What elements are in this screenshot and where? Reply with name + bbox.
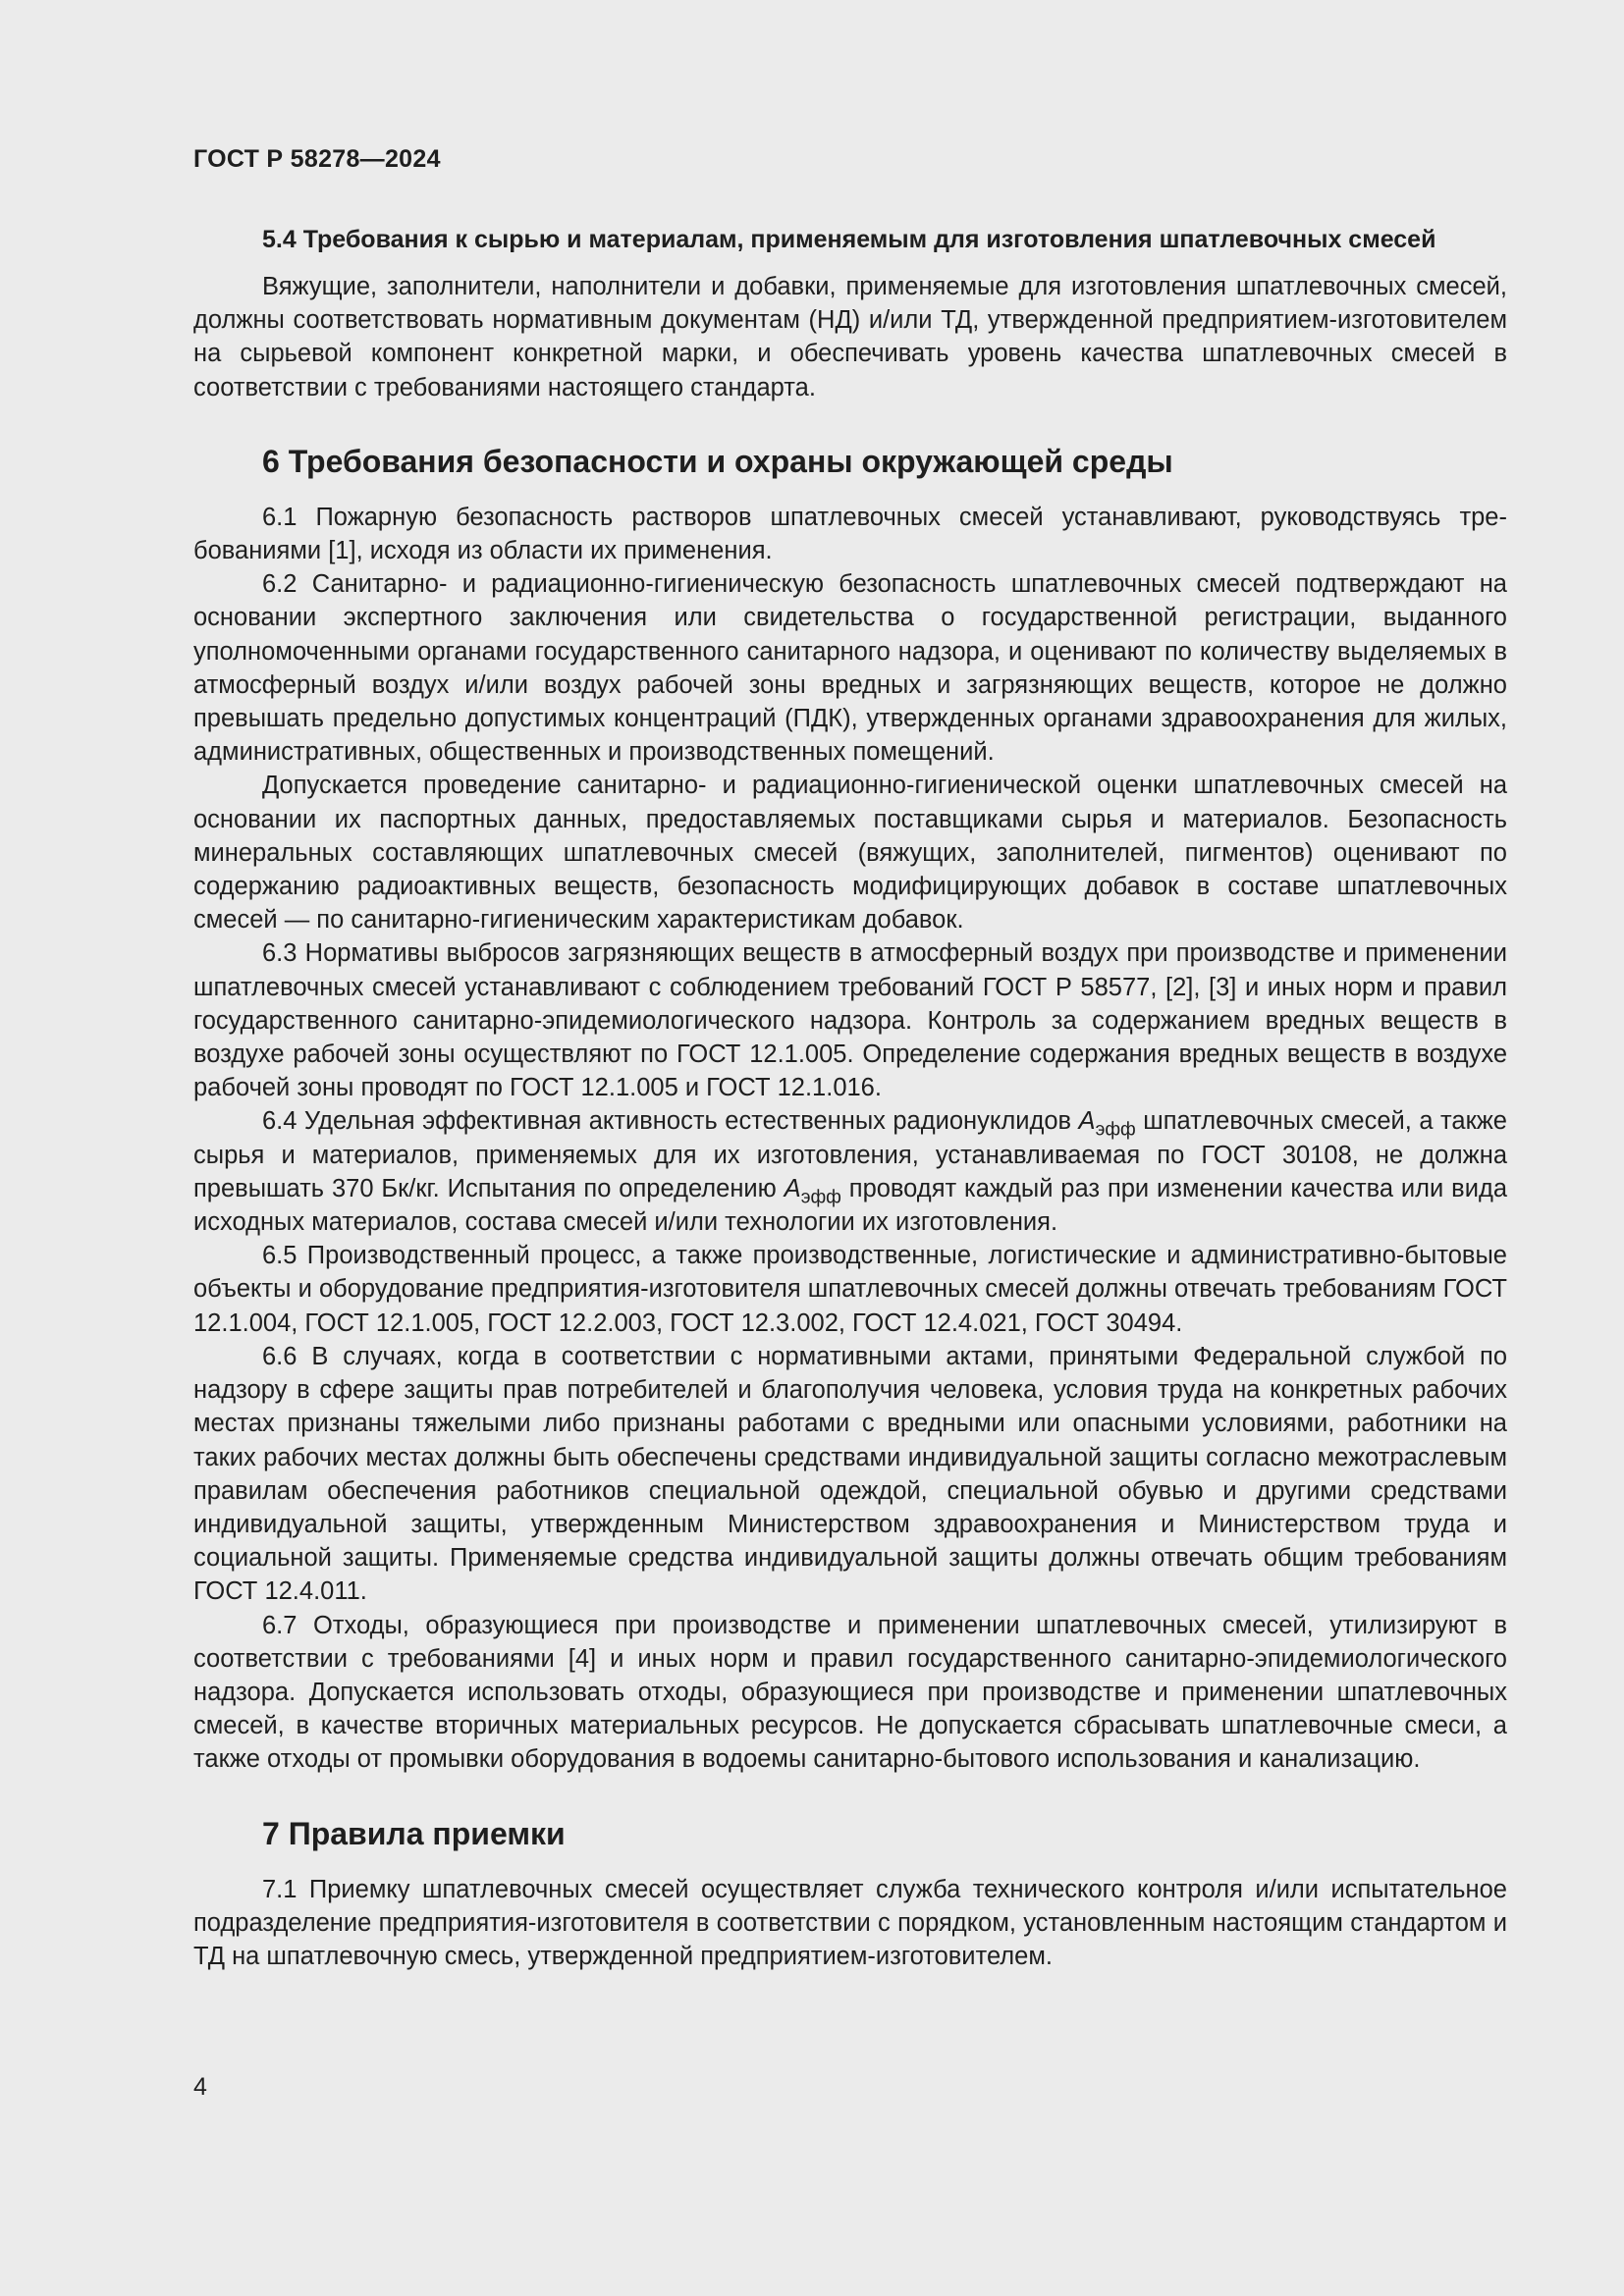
section-7-title: 7 Правила приемки	[262, 1815, 566, 1851]
subsection-5-4-title: 5.4 Требования к сырью и материалам, применяемым для изготовления шпатлевочных смесей	[262, 226, 1436, 253]
page-number: 4	[193, 2073, 207, 2101]
paragraph-6-4-part-c: проводят каждый раз при изменении качества или вида исходных материалов, состава смесей и/или технологии их изготовления.	[193, 1174, 1508, 1237]
paragraph-6-4-part-a: 6.4 Удельная эффективная активность естественных радионуклидов	[262, 1107, 1079, 1136]
paragraph-6-2: 6.2 Санитарно- и радиационно-гигиеническую безопасность шпатлевочных смесей подтверждают на основании экспертного заключения или свидетельства о государственной регистрации, выданного уполномоченными органами государственного санитарного надзора, и оценивают по количеству выделяемых в атмосферный воздух и/или воздух рабочей зоны вредных и загрязняющих веществ, которое не должно превышать предельно допустимых концентраций (ПДК), утвержденных органами здравоохранения для жилых, административных, общественных и производственных помещений.	[193, 570, 1507, 767]
paragraph-6-4-part-b: шпатлевочных смесей, а также сырья и материалов, применяемых для их изготовления, устанавливаемая по ГОСТ 30108, не должна превышать 370 Бк/кг. Испытания по определению	[193, 1107, 1507, 1202]
a-eff-subscript-2: эфф	[800, 1187, 841, 1208]
paragraph-6-5: 6.5 Производственный процесс, а также производственные, логистические и административно-бытовые объекты и оборудование предприятия-изготовителя шпатлевочных смесей должны отвечать требованиям ГОСТ 12.1.004, ГОСТ 12.1.005, ГОСТ 12.2.003, ГОСТ 12.3.002, ГОСТ 12.4.021, ГОСТ 30494.	[193, 1242, 1507, 1337]
a-eff-symbol: A	[1078, 1107, 1096, 1136]
paragraph-6-3: 6.3 Нормативы выбросов загрязняющих веществ в атмосферный воздух при производстве и применении шпатлевочных смесей устанавливают с соблюдением требований ГОСТ Р 58577, [2], [3] и иных норм и правил государственного санитарно-эпидемиологического надзора. Контроль за содержанием вредных веществ в воздухе рабочей зоны осуществляют по ГОСТ 12.1.005. Определение содержания вредных веществ в воздухе рабочей зоны проводят по ГОСТ 12.1.005 и ГОСТ 12.1.016.	[193, 939, 1507, 1102]
document-header: ГОСТ Р 58278—2024	[193, 145, 441, 173]
paragraph-5-4: Вяжущие, заполнители, наполнители и добавки, применяемые для изготовления шпатлевочных смесей, должны соответствовать нормативным документам (НД) и/или ТД, утвержденной предприятием-изготовителем на сырьевой компонент конкретной марки, и обеспечивать уровень качества шпатлевочных смесей в соответствии с требованиями настоящего стандарта.	[193, 273, 1507, 401]
paragraph-6-4	[193, 1104, 1507, 1239]
paragraph-6-7: 6.7 Отходы, образующиеся при производстве и применении шпатлевочных смесей, утилизируют в соответствии с требованиями [4] и иных норм и правил государственного санитарно-эпидемиологического надзора. Допускается использовать отходы, образующиеся при производстве и применении шпатлевочных смесей, в качестве вторичных материальных ресурсов. Не допускается сбрасывать шпатлевочные смеси, а также отходы от промывки оборудования в водоемы санитарно-бытового использования и канализацию.	[193, 1611, 1507, 1774]
paragraph-6-1: 6.1 Пожарную безопасность растворов шпатлевочных смесей устанавливают, руководствуясь требованиями [1], исходя из области их применения.	[193, 503, 1507, 565]
paragraph-7-1: 7.1 Приемку шпатлевочных смесей осуществляет служба технического контроля и/или испытательное подразделение предприятия-изготовителя в соответствии с порядком, установленным настоящим стандартом и ТД на шпатлевочную смесь, утвержденной предприятием-изготовителем.	[193, 1875, 1507, 1970]
a-eff-symbol-2: A	[784, 1174, 801, 1202]
section-6-title: 6 Требования безопасности и охраны окружающей среды	[262, 443, 1173, 479]
a-eff-subscript: эфф	[1095, 1120, 1136, 1142]
paragraph-6-2-continued: Допускается проведение санитарно- и радиационно-гигиенической оценки шпатлевочных смесей на основании их паспортных данных, предоставляемых поставщиками сырья и материалов. Безопасность минеральных составляющих шпатлевочных смесей (вяжущих, заполнителей, пигментов) оценивают по содержанию радиоактивных веществ, безопасность модифицирующих добавок в составе шпатлевочных смесей — по санитарно-гигиеническим характеристикам добавок.	[193, 772, 1507, 934]
document-page	[193, 145, 1507, 1973]
paragraph-6-6: 6.6 В случаях, когда в соответствии с нормативными актами, принятыми Федеральной службой по надзору в сфере защиты прав потребителей и благополучия человека, условия труда на конкретных рабочих местах признаны тяжелыми либо признаны работами с вредными или опасными условиями, работники на таких рабочих местах должны быть обеспечены средствами индивидуальной защиты согласно межотраслевым правилам обеспечения работников специальной одеждой, специальной обувью и другими средствами индивидуальной защиты, утвержденным Министерством здравоохранения и Министерством труда и социальной защиты. Применяемые средства индивидуальной защиты должны отвечать общим требованиям ГОСТ 12.4.011.	[193, 1342, 1507, 1606]
